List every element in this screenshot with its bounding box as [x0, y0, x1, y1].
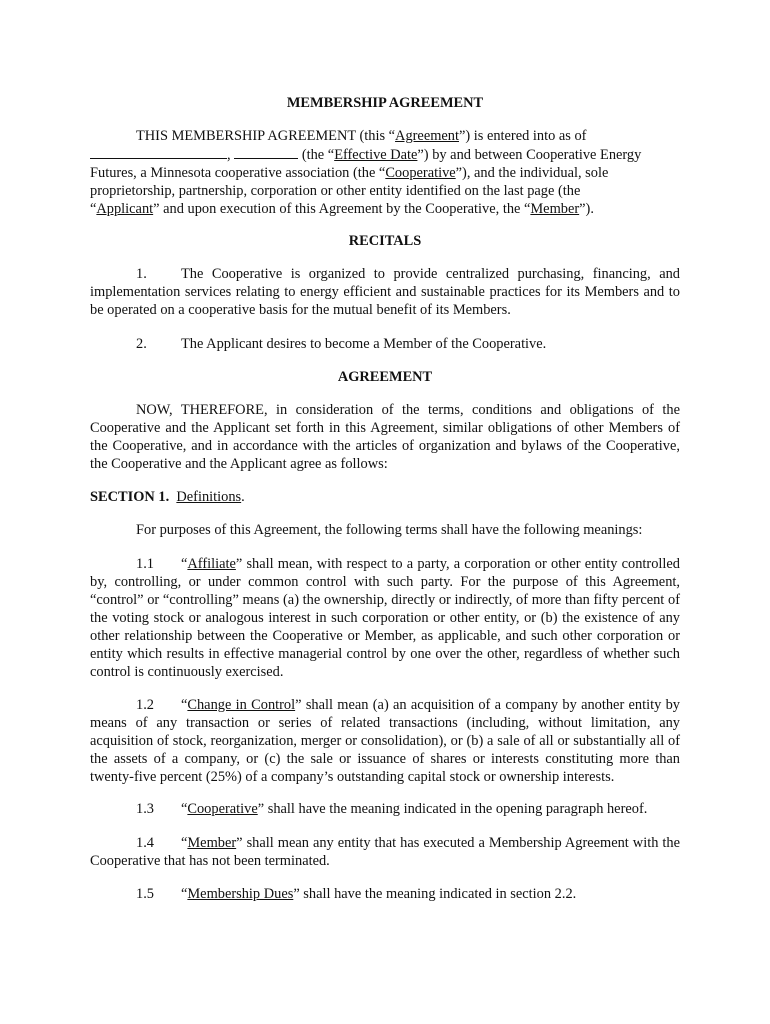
agreement-heading: AGREEMENT [337, 369, 433, 385]
definition-number: 1.3 [136, 801, 154, 817]
definition-term: Change in Control [187, 697, 296, 713]
definition-text: shall have the meaning indicated in section 2.2. [299, 886, 577, 902]
document-page [90, 0, 680, 1024]
document-title: MEMBERSHIP AGREEMENT [286, 95, 484, 111]
recital-number: 2. [136, 336, 147, 352]
term-effective-date: Effective Date [334, 147, 418, 163]
definition-term: Affiliate [187, 556, 236, 572]
recital-text: The Applicant desires to become a Member of the Cooperative. [181, 336, 547, 352]
definition-term: Member [187, 835, 237, 851]
definition-text: shall mean, with respect to a party, a corporation or other entity controlled by, controlling, or under common control with such party. For the purpose of this Agreement, “control” or “controlling” means (a) the ownership, directly or indirectly, of more than fifty percent of the voting stock or analogous interest in such corporation or other entity, or (b) the existence of any other relationship between the Cooperative or Member, as applicable, and such other corporation or entity which results in effective managerial control by one over the other, regardless of whether such control is continuously exercised. [90, 556, 680, 680]
recital-text: The Cooperative is organized to provide centralized purchasing, financing, and implementation services relating to energy efficient and sustainable practices for its Members and to be operated on a cooperative basis for the mutual benefit of its Members. [90, 266, 680, 318]
intro-line-4: proprietorship, partnership, corporation or other entity identified on the last page (the [90, 183, 581, 199]
term-agreement: Agreement [395, 128, 459, 144]
definition-number: 1.5 [136, 886, 154, 902]
recital-item [90, 335, 680, 353]
definition-number: 1.1 [136, 556, 154, 572]
intro-line-3: Futures, a Minnesota cooperative association (the “Cooperative”), and the individual, sole [90, 165, 609, 181]
definition-text: shall have the meaning indicated in the opening paragraph hereof. [264, 801, 648, 817]
definition-number: 1.4 [136, 835, 154, 851]
date-blank-2 [234, 145, 298, 159]
intro-line-2: , (the “Effective Date”) by and between Cooperative Energy [90, 145, 680, 164]
term-applicant: Applicant [96, 201, 154, 217]
definition-number: 1.2 [136, 697, 154, 713]
term-member: Member [530, 201, 580, 217]
section-lead: For purposes of this Agreement, the following terms shall have the following meanings: [136, 522, 643, 538]
section-1-heading: SECTION 1. Definitions. [90, 489, 245, 505]
intro-line-1: THIS MEMBERSHIP AGREEMENT (this “Agreement”) is entered into as of [136, 128, 587, 144]
recital-number: 1. [136, 266, 147, 282]
intro-paragraph [90, 127, 680, 218]
term-cooperative: Cooperative [385, 165, 456, 181]
recital-item [90, 265, 680, 319]
section-label: SECTION 1. [90, 489, 170, 505]
definition-item: 1.1 “Affiliate” shall mean, with respect to a party, a corporation or other entity controlled by, controlling, or under common control with such party. For the purpose of this Agreement, “control” or “controlling” means (a) the ownership, directly or indirectly, of more than fifty percent of the voting stock or analogous interest in such corporation or other entity, or (b) the existence of any other relationship between the Cooperative or Member, as applicable, and such other corporation or entity which results in effective managerial control by one over the other, regardless of whether such control is continuously exercised. [90, 556, 680, 680]
definition-item: 1.5 “Membership Dues” shall have the meaning indicated in section 2.2. [136, 886, 577, 902]
definition-text: shall mean any entity that has executed a Membership Agreement with the Cooperative that has not been terminated. [90, 835, 680, 869]
recitals-heading: RECITALS [348, 233, 422, 249]
agreement-paragraph: NOW, THEREFORE, in consideration of the terms, conditions and obligations of the Cooperative and the Applicant set forth in this Agreement, similar obligations of other Members of the Cooperative, and in accordance with the articles of organization and bylaws of the Cooperative, the Cooperative and the Applicant agree as follows: [90, 402, 680, 472]
definition-item: 1.4 “Member” shall mean any entity that has executed a Membership Agreement with the Cooperative that has not been terminated. [90, 835, 680, 869]
section-title: Definitions [176, 489, 242, 505]
definition-text: shall mean (a) an acquisition of a company by another entity by means of any transaction or series of related transactions (including, without limitation, any acquisition of stock, reorganization, merger or consolidation), or (b) a sale of all or substantially all of the assets of a company, or (c) the sale or issuance of shares or interests constituting more than twenty-five percent (25%) of a company’s outstanding capital stock or ownership interests. [90, 697, 680, 785]
definition-item: 1.3 “Cooperative” shall have the meaning indicated in the opening paragraph hereof. [136, 801, 648, 817]
date-blank-1 [90, 145, 227, 159]
intro-line-5: “Applicant” and upon execution of this Agreement by the Cooperative, the “Member”). [90, 201, 594, 217]
definition-item: 1.2 “Change in Control” shall mean (a) an acquisition of a company by another entity by means of any transaction or series of related transactions (including, without limitation, any acquisition of stock, reorganization, merger or consolidation), or (b) a sale of all or substantially all of the assets of a company, or (c) the sale or issuance of shares or interests constituting more than twenty-five percent (25%) of a company’s outstanding capital stock or ownership interests. [90, 697, 680, 785]
definition-term: Membership Dues [187, 886, 294, 902]
definition-term: Cooperative [187, 801, 258, 817]
